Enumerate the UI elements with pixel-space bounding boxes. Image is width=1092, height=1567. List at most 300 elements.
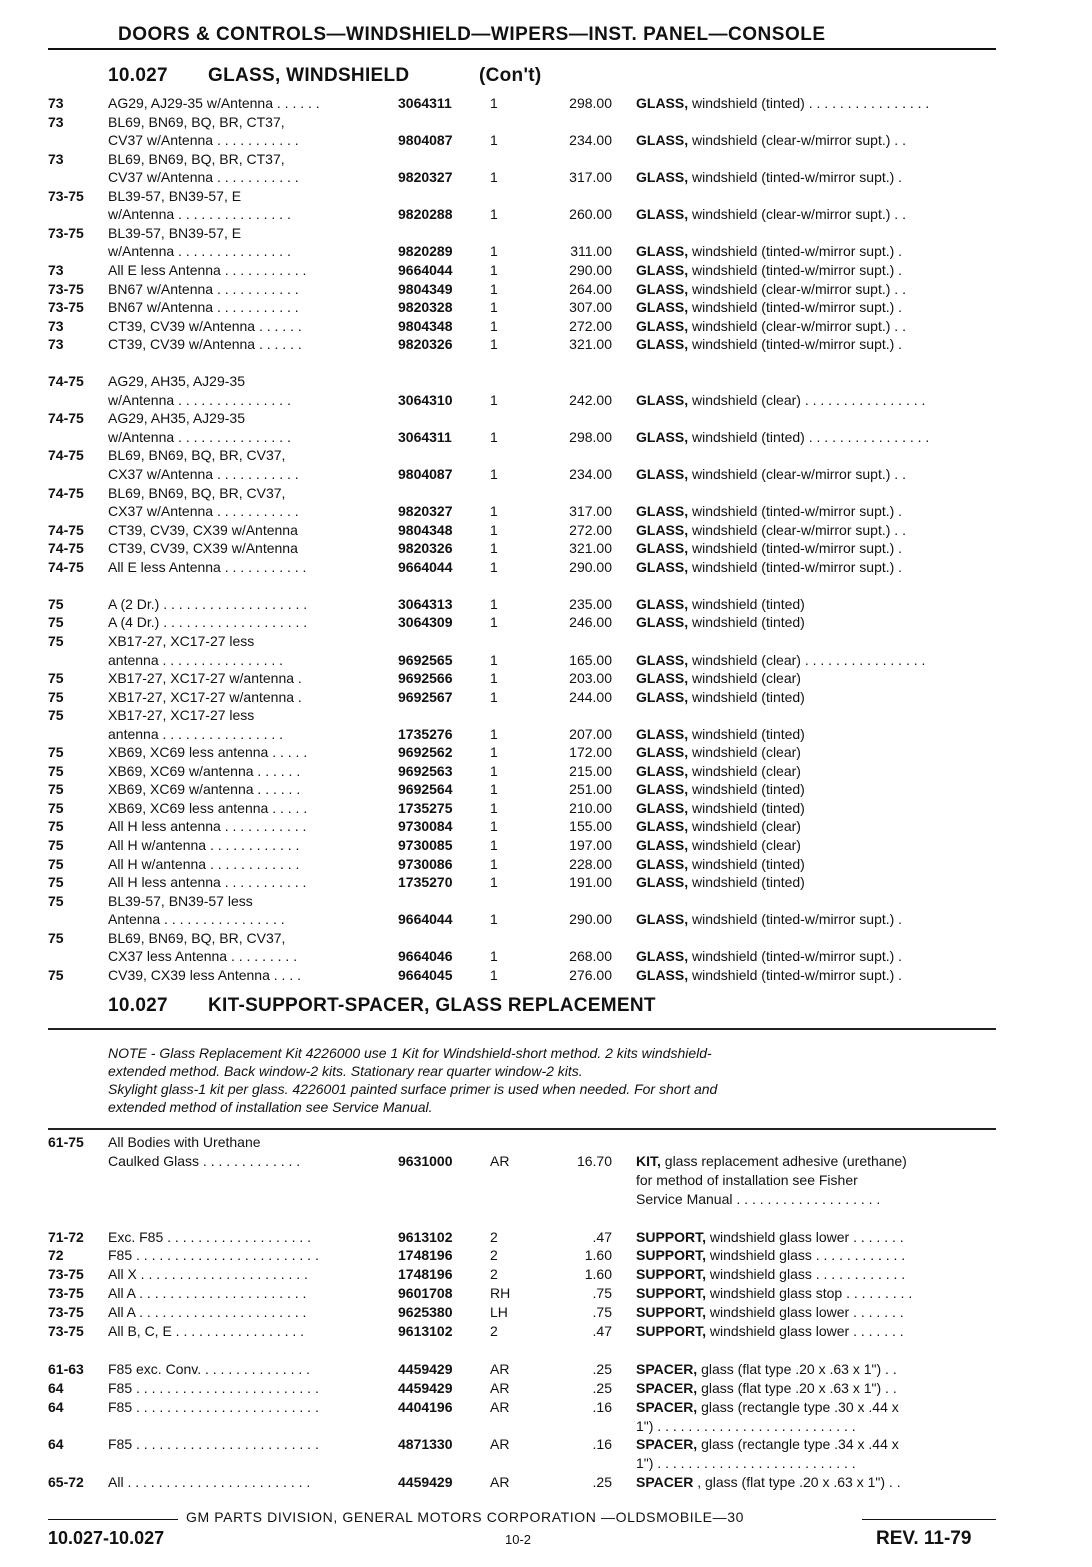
- model-cell: BL69, BN69, BQ, BR, CT37,: [108, 150, 285, 167]
- year-cell: 73-75: [48, 187, 84, 204]
- part-description: windshield (tinted): [688, 688, 805, 705]
- part-description: windshield (tinted-w/mirror supt.) .: [688, 540, 903, 557]
- price-cell: 244.00: [569, 688, 612, 705]
- part-description: windshield (clear-w/mirror supt.) . .: [688, 466, 906, 482]
- part-number-cell: 9730084: [398, 818, 453, 835]
- year-cell: 75: [48, 837, 64, 853]
- model-cell: BL39-57, BN39-57 less: [108, 892, 253, 909]
- part-description: windshield glass lower . . . . . . .: [706, 1304, 904, 1321]
- part-name: GLASS,: [636, 651, 689, 668]
- quantity-cell: 1: [490, 837, 498, 853]
- year-cell: 75: [48, 966, 64, 983]
- description-cell: [636, 725, 998, 743]
- quantity-cell: 1: [490, 966, 498, 983]
- table-row: [0, 817, 1092, 835]
- table-row: [0, 484, 1092, 502]
- part-description: windshield glass . . . . . . . . . . . .: [706, 1247, 906, 1264]
- part-number-cell: 1735276: [398, 725, 453, 742]
- quantity-cell: 1: [490, 874, 498, 891]
- model-cell: All H less antenna . . . . . . . . . . .: [108, 874, 307, 891]
- description-cell: [636, 261, 998, 279]
- table-row: [0, 521, 1092, 539]
- part-name: GLASS,: [636, 744, 689, 761]
- year-cell: 64: [48, 1436, 64, 1453]
- part-name: SUPPORT,: [636, 1266, 707, 1283]
- year-cell: 74-75: [48, 447, 84, 464]
- part-description: glass (flat type .20 x .63 x 1") . .: [697, 1360, 897, 1377]
- part-number-cell: 9804087: [398, 132, 453, 149]
- model-cell: All H less antenna . . . . . . . . . . .: [108, 818, 307, 835]
- part-number-cell: 9692562: [398, 744, 453, 761]
- part-description: windshield (tinted): [688, 781, 805, 798]
- part-description: glass (rectangle type .30 x .44 x: [697, 1398, 899, 1415]
- year-cell: 74-75: [48, 410, 84, 427]
- year-cell: 73: [48, 261, 64, 278]
- model-cell: CX37 less Antenna . . . . . . . . .: [108, 948, 298, 965]
- model-cell: A (4 Dr.) . . . . . . . . . . . . . . . . . . .: [108, 614, 308, 631]
- quantity-cell: 2: [490, 1266, 498, 1283]
- description-cell: [636, 947, 998, 965]
- year-cell: 73-75: [48, 299, 84, 316]
- part-description: Service Manual . . . . . . . . . . . . . . . . . . .: [636, 1190, 881, 1207]
- part-description: 1") . . . . . . . . . . . . . . . . . . . . . . . . . .: [636, 1455, 856, 1472]
- table-row: [0, 743, 1092, 761]
- part-name: SUPPORT,: [636, 1228, 707, 1245]
- part-number-cell: 9692563: [398, 762, 453, 779]
- model-cell: F85 . . . . . . . . . . . . . . . . . . . . . . . .: [108, 1398, 319, 1415]
- model-cell: All X . . . . . . . . . . . . . . . . . . . . . .: [108, 1266, 308, 1283]
- table-row: [0, 317, 1092, 335]
- quantity-cell: 1: [490, 688, 498, 705]
- year-cell: 74-75: [48, 521, 84, 538]
- description-cell: [636, 1284, 998, 1302]
- year-cell: 73: [48, 150, 64, 167]
- part-number-cell: 9730085: [398, 837, 453, 853]
- part-name: GLASS,: [636, 243, 689, 260]
- description-cell: [636, 205, 998, 223]
- year-cell: 75: [48, 874, 64, 891]
- price-cell: 290.00: [569, 558, 612, 575]
- price-cell: .25: [592, 1360, 612, 1377]
- table-row: [0, 280, 1092, 298]
- price-cell: .16: [592, 1436, 612, 1453]
- description-cell: [636, 1171, 998, 1189]
- price-cell: 272.00: [569, 521, 612, 538]
- part-description: windshield (clear-w/mirror supt.) . .: [688, 206, 906, 223]
- year-cell: 73: [48, 336, 64, 353]
- quantity-cell: 1: [490, 670, 498, 687]
- part-name: GLASS,: [636, 837, 689, 853]
- table-row: [0, 1152, 1092, 1170]
- description-cell: [636, 669, 998, 687]
- part-name: SUPPORT,: [636, 1247, 707, 1264]
- table-row: [0, 409, 1092, 427]
- part-description: windshield (clear) . . . . . . . . . . . . . . . .: [688, 391, 926, 408]
- table-row: [0, 168, 1092, 186]
- table-row: [0, 855, 1092, 873]
- part-name: SPACER,: [636, 1436, 698, 1453]
- model-cell: Caulked Glass . . . . . . . . . . . . .: [108, 1152, 301, 1169]
- quantity-cell: AR: [490, 1360, 510, 1377]
- part-description: windshield (clear): [688, 837, 801, 853]
- price-cell: 260.00: [569, 206, 612, 223]
- price-cell: 290.00: [569, 261, 612, 278]
- model-cell: XB69, XC69 w/antenna . . . . . .: [108, 762, 301, 779]
- year-cell: 61-75: [48, 1134, 84, 1150]
- description-cell: [636, 1152, 998, 1170]
- part-name: SUPPORT,: [636, 1285, 707, 1302]
- part-number-cell: 9804348: [398, 521, 453, 538]
- table-row: [0, 1284, 1092, 1302]
- part-description: windshield (tinted): [688, 855, 805, 872]
- table-row: [0, 539, 1092, 557]
- year-cell: 74-75: [48, 540, 84, 557]
- table-row: [0, 1171, 1092, 1189]
- part-number-cell: 3064311: [398, 428, 452, 445]
- table-row: [0, 836, 1092, 854]
- price-cell: 16.70: [576, 1152, 612, 1169]
- part-description: windshield (tinted): [688, 725, 805, 742]
- table-row: [0, 780, 1092, 798]
- model-cell: All A . . . . . . . . . . . . . . . . . . . . . .: [108, 1285, 307, 1302]
- price-cell: 207.00: [569, 725, 612, 742]
- part-number-cell: 9820326: [398, 540, 453, 557]
- model-cell: w/Antenna . . . . . . . . . . . . . . .: [108, 428, 291, 445]
- table-row: [0, 966, 1092, 984]
- description-cell: [636, 521, 998, 539]
- table-row: [0, 613, 1092, 631]
- price-cell: 311.00: [570, 243, 612, 260]
- model-cell: CT39, CV39 w/Antenna . . . . . .: [108, 317, 302, 334]
- price-cell: 234.00: [569, 466, 612, 482]
- model-cell: BL69, BN69, BQ, BR, CV37,: [108, 447, 286, 464]
- description-cell: [636, 539, 998, 557]
- price-cell: 155.00: [569, 818, 612, 835]
- year-cell: 75: [48, 670, 64, 687]
- table-row: [0, 150, 1092, 168]
- part-name: GLASS,: [636, 762, 689, 779]
- model-cell: CV39, CX39 less Antenna . . . .: [108, 966, 301, 983]
- year-cell: 73-75: [48, 1323, 84, 1339]
- description-cell: [636, 651, 998, 669]
- model-cell: BL69, BN69, BQ, BR, CV37,: [108, 484, 286, 501]
- section-title: KIT-SUPPORT-SPACER, GLASS REPLACEMENT: [208, 995, 656, 1016]
- table-row: [0, 910, 1092, 928]
- table-row: [0, 1228, 1092, 1246]
- part-number-cell: 9730086: [398, 855, 453, 872]
- quantity-cell: 1: [490, 317, 498, 334]
- price-cell: 298.00: [569, 428, 612, 445]
- year-cell: 73-75: [48, 280, 84, 297]
- table-row: [0, 465, 1092, 483]
- model-cell: All . . . . . . . . . . . . . . . . . . . . . . . .: [108, 1474, 311, 1491]
- part-description: windshield (clear): [688, 670, 801, 687]
- price-cell: 290.00: [569, 911, 612, 928]
- table-row: [0, 1322, 1092, 1340]
- table-row: [0, 205, 1092, 223]
- description-cell: [636, 1246, 998, 1264]
- part-description: windshield glass . . . . . . . . . . . .: [706, 1266, 906, 1283]
- description-cell: [636, 280, 998, 298]
- year-cell: 75: [48, 744, 64, 761]
- quantity-cell: 1: [490, 744, 498, 761]
- quantity-cell: 2: [490, 1247, 498, 1264]
- footer-division-text: GM PARTS DIVISION, GENERAL MOTORS CORPORATION —OLDSMOBILE—30: [186, 1509, 744, 1525]
- year-cell: 75: [48, 799, 64, 816]
- part-description: for method of installation see Fisher: [636, 1171, 858, 1188]
- section-number: 10.027: [108, 995, 168, 1016]
- year-cell: 75: [48, 781, 64, 798]
- part-number-cell: 9664045: [398, 966, 453, 983]
- quantity-cell: 1: [490, 818, 498, 835]
- table-row: [0, 94, 1092, 112]
- table-row: [0, 873, 1092, 891]
- description-cell: [636, 94, 998, 112]
- part-name: GLASS,: [636, 614, 689, 631]
- part-description: windshield (clear): [688, 744, 801, 761]
- part-description: windshield (tinted-w/mirror supt.) .: [688, 336, 903, 353]
- table-row: [0, 799, 1092, 817]
- year-cell: 73: [48, 317, 64, 334]
- table-row: [0, 1133, 1092, 1151]
- part-description: windshield (tinted): [688, 874, 805, 891]
- model-cell: w/Antenna . . . . . . . . . . . . . . .: [108, 391, 291, 408]
- table-row: [0, 242, 1092, 260]
- quantity-cell: 1: [490, 725, 498, 742]
- price-cell: 165.00: [569, 651, 612, 668]
- price-cell: 307.00: [569, 299, 612, 316]
- part-number-cell: 4459429: [398, 1360, 453, 1377]
- table-row: [0, 558, 1092, 576]
- part-name: SPACER,: [636, 1360, 698, 1377]
- price-cell: 317.00: [569, 503, 612, 520]
- part-number-cell: 9664044: [398, 558, 453, 575]
- price-cell: 251.00: [569, 781, 612, 798]
- quantity-cell: 1: [490, 762, 498, 779]
- price-cell: 1.60: [584, 1247, 612, 1264]
- price-cell: .47: [592, 1228, 612, 1245]
- model-cell: All E less Antenna . . . . . . . . . . .: [108, 558, 307, 575]
- model-cell: XB17-27, XC17-27 less: [108, 632, 255, 649]
- table-row: [0, 651, 1092, 669]
- part-number-cell: 9692564: [398, 781, 453, 798]
- part-number-cell: 9664044: [398, 911, 453, 928]
- model-cell: XB69, XC69 less antenna . . . . .: [108, 744, 308, 761]
- footer-page-number: 10-2: [505, 1532, 532, 1547]
- price-cell: 228.00: [569, 855, 612, 872]
- table-row: [0, 372, 1092, 390]
- model-cell: All H w/antenna . . . . . . . . . . . .: [108, 855, 300, 872]
- part-name: SPACER,: [636, 1379, 698, 1396]
- description-cell: [636, 1265, 998, 1283]
- model-cell: BN67 w/Antenna . . . . . . . . . . .: [108, 299, 299, 316]
- quantity-cell: AR: [490, 1398, 510, 1415]
- footer-revision: REV. 11-79: [876, 1528, 972, 1549]
- description-cell: [636, 168, 998, 186]
- year-cell: 73: [48, 113, 64, 130]
- quantity-cell: AR: [490, 1436, 510, 1453]
- table-row: [0, 1303, 1092, 1321]
- part-description: windshield (tinted-w/mirror supt.) .: [688, 299, 903, 316]
- description-cell: [636, 465, 998, 483]
- part-name: GLASS,: [636, 336, 689, 353]
- part-number-cell: 3064313: [398, 595, 453, 612]
- price-cell: 1.60: [584, 1266, 612, 1283]
- part-name: KIT,: [636, 1152, 661, 1169]
- model-cell: Antenna . . . . . . . . . . . . . . . .: [108, 911, 285, 928]
- description-cell: [636, 242, 998, 260]
- table-row: [0, 1435, 1092, 1453]
- model-cell: CX37 w/Antenna . . . . . . . . . . .: [108, 503, 299, 520]
- part-number-cell: 9613102: [398, 1323, 453, 1339]
- table-row: [0, 1190, 1092, 1208]
- part-name: SUPPORT,: [636, 1304, 707, 1321]
- part-description: windshield (tinted-w/mirror supt.) .: [688, 911, 903, 928]
- price-cell: 210.00: [569, 799, 612, 816]
- table-row: [0, 1417, 1092, 1435]
- table-row: [0, 632, 1092, 650]
- model-cell: All H w/antenna . . . . . . . . . . . .: [108, 837, 300, 853]
- part-name: GLASS,: [636, 521, 689, 538]
- part-name: GLASS,: [636, 818, 689, 835]
- quantity-cell: 1: [490, 261, 498, 278]
- part-number-cell: 9692567: [398, 688, 453, 705]
- part-name: GLASS,: [636, 540, 689, 557]
- model-cell: XB17-27, XC17-27 less: [108, 707, 255, 724]
- part-description: windshield (tinted-w/mirror supt.) .: [688, 503, 903, 520]
- part-name: GLASS,: [636, 855, 689, 872]
- model-cell: All Bodies with Urethane: [108, 1134, 261, 1150]
- part-name: GLASS,: [636, 317, 689, 334]
- price-cell: 317.00: [569, 169, 612, 186]
- quantity-cell: 1: [490, 243, 498, 260]
- table-row: [0, 669, 1092, 687]
- part-number-cell: 9664046: [398, 948, 453, 965]
- model-cell: BL39-57, BN39-57, E: [108, 187, 242, 204]
- model-cell: BL69, BN69, BQ, BR, CV37,: [108, 929, 286, 946]
- table-row: [0, 1454, 1092, 1472]
- table-row: [0, 391, 1092, 409]
- description-cell: [636, 1473, 998, 1491]
- model-cell: antenna . . . . . . . . . . . . . . . .: [108, 725, 284, 742]
- table-row: [0, 428, 1092, 446]
- table-row: [0, 947, 1092, 965]
- table-row: [0, 1379, 1092, 1397]
- table-row: [0, 113, 1092, 131]
- part-name: GLASS,: [636, 261, 689, 278]
- part-number-cell: 9692565: [398, 651, 453, 668]
- price-cell: 276.00: [569, 966, 612, 983]
- model-cell: BN67 w/Antenna . . . . . . . . . . .: [108, 280, 299, 297]
- year-cell: 71-72: [48, 1228, 84, 1245]
- description-cell: [636, 317, 998, 335]
- price-cell: 321.00: [569, 336, 612, 353]
- model-cell: A (2 Dr.) . . . . . . . . . . . . . . . . . . .: [108, 595, 308, 612]
- model-cell: CT39, CV39, CX39 w/Antenna: [108, 521, 298, 538]
- description-cell: [636, 391, 998, 409]
- price-cell: 172.00: [569, 744, 612, 761]
- part-name: GLASS,: [636, 299, 689, 316]
- price-cell: 272.00: [569, 317, 612, 334]
- page-header-title: DOORS & CONTROLS—WINDSHIELD—WIPERS—INST. PANEL—CONSOLE: [118, 24, 826, 45]
- section-rule: [48, 1028, 996, 1030]
- part-name: GLASS,: [636, 95, 689, 111]
- description-cell: [636, 836, 998, 854]
- quantity-cell: 1: [490, 521, 498, 538]
- part-description: windshield glass lower . . . . . . .: [706, 1228, 904, 1245]
- quantity-cell: 1: [490, 169, 498, 186]
- model-cell: F85 exc. Conv. . . . . . . . . . . . . . .: [108, 1360, 311, 1377]
- quantity-cell: 1: [490, 336, 498, 353]
- model-cell: CV37 w/Antenna . . . . . . . . . . .: [108, 169, 299, 186]
- year-cell: 73-75: [48, 1266, 84, 1283]
- table-row: [0, 187, 1092, 205]
- price-cell: 203.00: [569, 670, 612, 687]
- part-description: windshield (tinted-w/mirror supt.) .: [688, 948, 903, 965]
- part-name: GLASS,: [636, 428, 689, 445]
- table-row: [0, 1473, 1092, 1491]
- price-cell: 234.00: [569, 132, 612, 149]
- part-name: SUPPORT,: [636, 1323, 707, 1339]
- year-cell: 75: [48, 818, 64, 835]
- table-row: [0, 354, 1092, 372]
- description-cell: [636, 1303, 998, 1321]
- part-number-cell: 3064311: [398, 95, 452, 111]
- model-cell: XB17-27, XC17-27 w/antenna .: [108, 670, 302, 687]
- price-cell: 246.00: [569, 614, 612, 631]
- description-cell: [636, 1454, 998, 1472]
- table-row: [0, 1246, 1092, 1264]
- price-cell: .75: [592, 1285, 612, 1302]
- part-name: GLASS,: [636, 466, 689, 482]
- model-cell: CV37 w/Antenna . . . . . . . . . . .: [108, 132, 299, 149]
- quantity-cell: 1: [490, 911, 498, 928]
- quantity-cell: 1: [490, 614, 498, 631]
- part-name: GLASS,: [636, 799, 689, 816]
- table-row: [0, 725, 1092, 743]
- description-cell: [636, 1379, 998, 1397]
- year-cell: 75: [48, 632, 64, 649]
- part-description: windshield (tinted-w/mirror supt.) .: [688, 169, 903, 186]
- year-cell: 64: [48, 1398, 64, 1415]
- quantity-cell: 1: [490, 540, 498, 557]
- price-cell: .75: [592, 1304, 612, 1321]
- header-rule: [48, 48, 996, 50]
- part-name: GLASS,: [636, 132, 689, 149]
- year-cell: 75: [48, 855, 64, 872]
- part-number-cell: 9613102: [398, 1228, 453, 1245]
- quantity-cell: 1: [490, 651, 498, 668]
- part-name: SPACER: [636, 1474, 694, 1491]
- year-cell: 73-75: [48, 1304, 84, 1321]
- price-cell: 191.00: [569, 874, 612, 891]
- table-row: [0, 446, 1092, 464]
- description-cell: [636, 335, 998, 353]
- model-cell: w/Antenna . . . . . . . . . . . . . . .: [108, 206, 291, 223]
- model-cell: Exc. F85 . . . . . . . . . . . . . . . . . . .: [108, 1228, 312, 1245]
- quantity-cell: 1: [490, 781, 498, 798]
- part-name: GLASS,: [636, 966, 689, 983]
- description-cell: [636, 613, 998, 631]
- year-cell: 75: [48, 762, 64, 779]
- section-title: GLASS, WINDSHIELD: [208, 65, 410, 86]
- part-name: GLASS,: [636, 391, 689, 408]
- part-description: glass (flat type .20 x .63 x 1") . .: [697, 1379, 897, 1396]
- model-cell: AG29, AH35, AJ29-35: [108, 373, 245, 390]
- model-cell: CT39, CV39 w/Antenna . . . . . .: [108, 336, 302, 353]
- footer-section-range: 10.027-10.027: [48, 1528, 165, 1548]
- quantity-cell: 1: [490, 280, 498, 297]
